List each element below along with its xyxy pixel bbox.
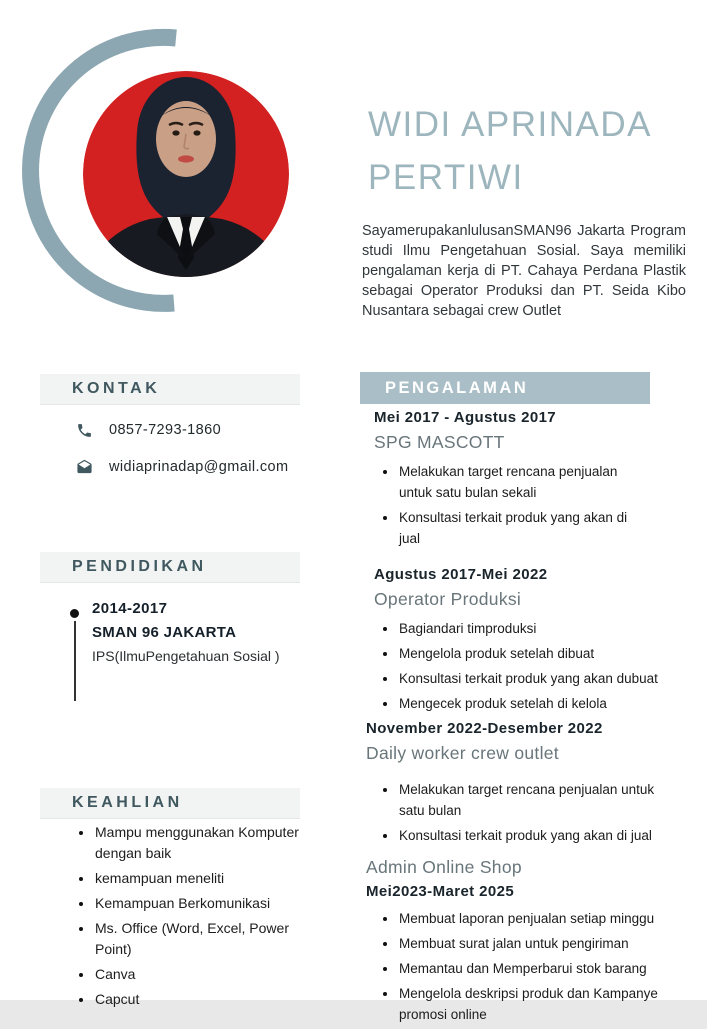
profile-summary: SayamerupakanlulusanSMAN96 Jakarta Program studi Ilmu Pengetahuan Sosial. Saya memiliki pengalaman kerja di PT. Cahaya Perdana Plastik sebagai Operator Produksi dan PT. Seida Kibo Nusantara sebagai crew Outlet	[362, 223, 686, 319]
kontak-section-header	[40, 374, 300, 405]
page-title	[368, 98, 698, 204]
contact-email-row	[76, 455, 300, 479]
pengalaman-heading: PENGALAMAN	[385, 378, 529, 397]
job-bullet: Konsultasi terkait produk yang akan di jual	[380, 825, 680, 846]
job-bullets	[380, 908, 690, 1025]
contact-list	[76, 418, 300, 492]
timeline-line	[74, 621, 76, 701]
keahlian-section-header	[40, 788, 300, 819]
job-bullets	[380, 779, 680, 846]
skill-item: Canva	[76, 964, 304, 985]
job-period: Mei 2017 - Agustus 2017	[374, 409, 557, 426]
skill-item: Kemampuan Berkomunikasi	[76, 893, 304, 914]
keahlian-heading: KEAHLIAN	[72, 794, 183, 811]
education-school: SMAN 96 JAKARTA	[92, 624, 237, 641]
skill-item: kemampuan meneliti	[76, 868, 304, 889]
name-line-2: PERTIWI	[368, 158, 524, 197]
portrait	[80, 71, 292, 280]
job-bullet: Bagiandari timproduksi	[380, 618, 690, 639]
job-entry-admin-online-shop	[366, 857, 690, 1025]
job-title: Operator Produksi	[374, 589, 522, 609]
job-bullet: Mengecek produk setelah di kelola	[380, 693, 690, 714]
job-bullet: Konsultasi terkait produk yang akan dubuat	[380, 668, 690, 689]
skills-list	[76, 822, 304, 1014]
job-period: Agustus 2017-Mei 2022	[374, 566, 548, 583]
skill-item: Mampu menggunakan Komputer dengan baik	[76, 822, 304, 864]
job-bullet: Mengelola deskripsi produk dan Kampanye promosi online	[380, 983, 690, 1025]
contact-phone-row	[76, 418, 300, 442]
job-bullet: Membuat laporan penjualan setiap minggu	[380, 908, 690, 929]
job-title: Admin Online Shop	[366, 857, 522, 877]
pendidikan-section-header	[40, 552, 300, 583]
skill-item: Ms. Office (Word, Excel, Power Point)	[76, 918, 304, 960]
phone-icon	[76, 422, 93, 439]
education-major: IPS(IlmuPengetahuan Sosial )	[92, 648, 280, 664]
education-text	[92, 600, 300, 664]
job-period: Mei2023-Maret 2025	[366, 883, 515, 900]
job-bullet: Melakukan target rencana penjualan untuk satu bulan	[380, 779, 680, 821]
envelope-icon	[76, 459, 93, 476]
job-bullet: Memantau dan Memperbarui stok barang	[380, 958, 690, 979]
job-bullet: Konsultasi terkait produk yang akan di jual	[380, 507, 628, 549]
job-bullet: Melakukan target rencana penjualan untuk satu bulan sekali	[380, 461, 628, 503]
job-title: Daily worker crew outlet	[366, 743, 559, 763]
email-address: widiaprinadap@gmail.com	[109, 459, 289, 475]
job-period: November 2022-Desember 2022	[366, 720, 603, 737]
experience-list	[368, 409, 690, 1029]
job-title: SPG MASCOTT	[374, 432, 505, 452]
job-bullets	[380, 618, 690, 714]
pendidikan-heading: PENDIDIKAN	[72, 558, 207, 575]
education-period: 2014-2017	[92, 600, 168, 617]
job-bullet: Membuat surat jalan untuk pengiriman	[380, 933, 690, 954]
name-line-1: WIDI APRINADA	[368, 105, 652, 144]
skill-item: Capcut	[76, 989, 304, 1010]
pengalaman-section-header	[360, 372, 650, 404]
job-entry-spg-mascott	[374, 409, 690, 549]
phone-number: 0857-7293-1860	[109, 422, 222, 438]
job-bullet: Mengelola produk setelah dibuat	[380, 643, 690, 664]
education-entry	[66, 600, 300, 664]
timeline-dot	[70, 609, 79, 618]
job-bullets	[380, 461, 628, 549]
profile-photo-graphic	[30, 20, 330, 355]
profile-photo	[30, 20, 330, 355]
job-entry-operator-produksi	[374, 566, 690, 714]
job-entry-daily-worker	[366, 720, 690, 846]
kontak-heading: KONTAK	[72, 380, 161, 397]
